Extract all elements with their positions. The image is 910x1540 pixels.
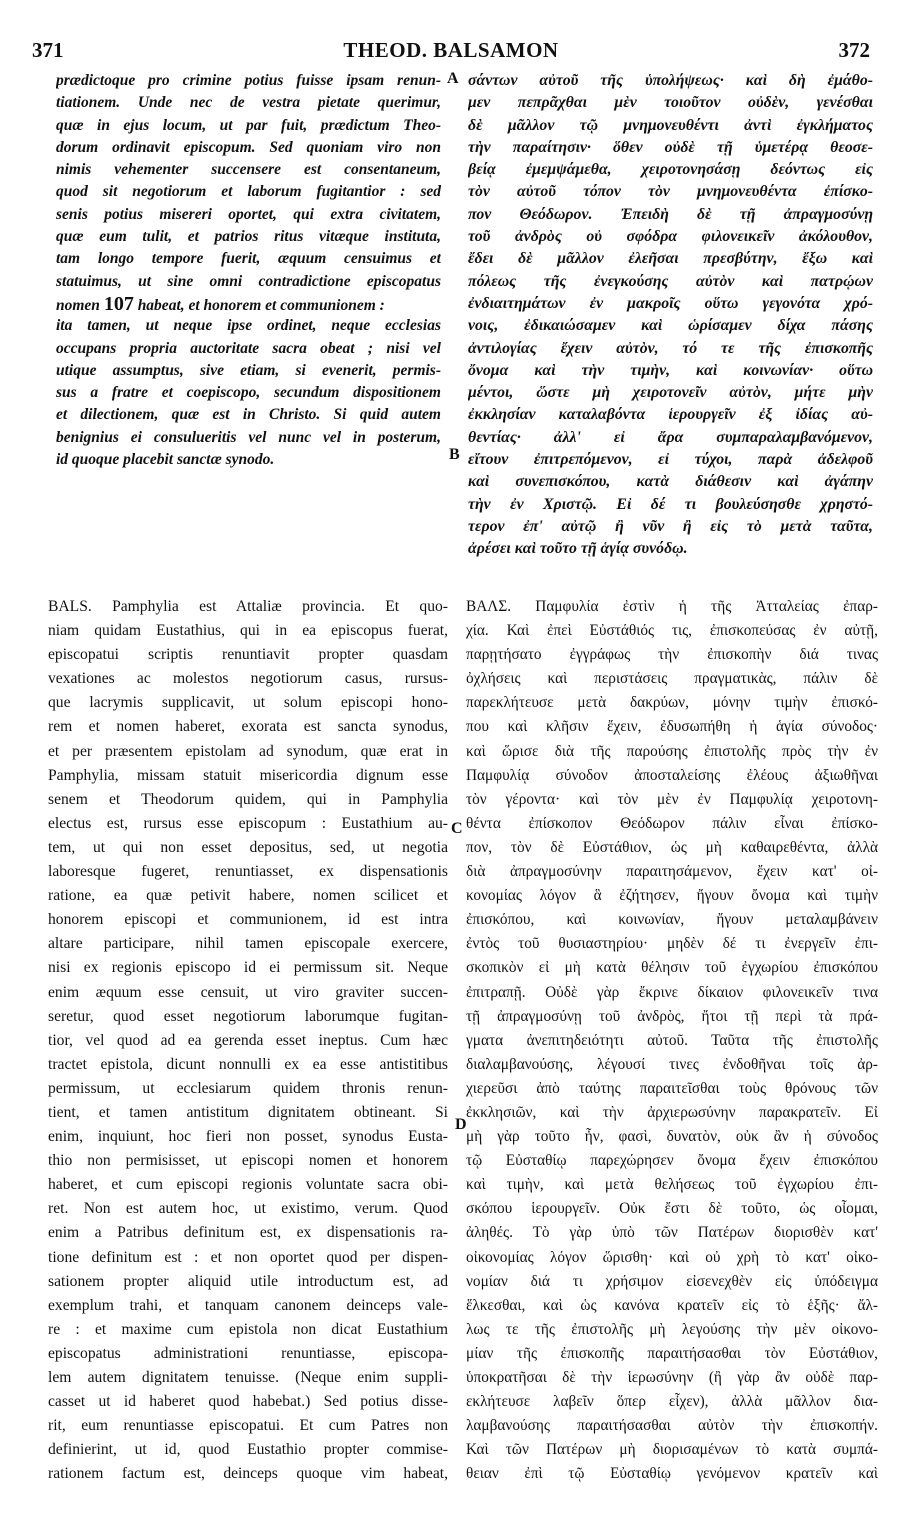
text-line: θεντίας· ἀλλ' εἰ ἄρα συμπαραλαμβανόμενον, — [468, 428, 873, 446]
text-line: Pamphylia, missam statuit misericordia dignum esse — [48, 766, 448, 784]
text-line: dorum ordinavit episcopum. Sed quoniam viro non — [56, 138, 441, 156]
text-line: τοῦ ἀνδρὸς οὐ σφόδρα φιλονεικεῖν ἀκόλουθον, — [468, 228, 873, 246]
text-line: θειαν ἐπὶ τῷ Εὐσταθίῳ γενόμενον κρατεῖν καὶ — [466, 1465, 878, 1483]
text-line: γματα ἀνεπιτηδειότητι αὐτοῦ. Ταῦτα τῆς ἐπιστολῆς — [466, 1031, 878, 1049]
text-line: μίαν τῆς ἐπισκοπῆς παραιτήσασθαι τὸν Εὐστάθιον, — [466, 1344, 878, 1362]
text-line: μὴ γὰρ τοῦτο ἦν, φασὶ, δυνατὸν, οὐκ ἂν ἡ σύνοδος — [466, 1128, 878, 1146]
text-line: σάντων αὐτοῦ τῆς ὑπολήψεως· καὶ δὴ ἐμάθο- — [468, 72, 873, 89]
text-line: ΒΑΛΣ. Παμφυλία ἐστὶν ἡ τῆς Ἀτταλείας ἐπαρ- — [466, 598, 878, 615]
text-line: casset ut id haberet quod habebat.) Sed potius disse- — [48, 1393, 448, 1411]
text-line: ἐκκλησίαν καταλαβόντα ἱερουργεῖν ἐξ ἰδίας αὐ- — [468, 406, 873, 424]
text-line: haberet, et cum episcopi regionis voluntate sacra obi- — [48, 1176, 448, 1194]
text-line: nimis vehementer succensere est consentaneum, — [56, 161, 441, 179]
text-line: thio non permisisset, ut episcopi nomen et honorem — [48, 1152, 448, 1170]
text-line: utique assumptus, sive etiam, si evenerit, permis- — [56, 361, 441, 379]
margin-marker-a: A — [447, 70, 459, 87]
text-line: παρεκλήτευσε μετὰ δακρύων, μόνην τιμὴν ἐπισκό- — [466, 694, 878, 712]
text-line: ita tamen, ut neque ipse ordinet, neque ecclesias — [56, 317, 441, 335]
text-line: tam longo tempore fuerit, æquum censuimus et — [56, 250, 441, 268]
text-line: λαμβανούσης παραιτήσασθαι αὐτὸν τὴν ἐπισκοπήν. — [466, 1417, 878, 1435]
text-line: quæ eum tulit, et patrios ritus vitæque instituta, — [56, 228, 441, 246]
text-line: niam quidam Eustathius, qui in ea episcopus fuerat, — [48, 622, 448, 640]
text-line: que lacrymis supplicavit, ut solum episcopi hono- — [48, 694, 448, 712]
latin-commentary-column — [48, 595, 448, 1486]
margin-marker-b: B — [449, 446, 460, 463]
text-line: τερον ἐπ' αὐτῷ ἢ νῦν ἢ εἰς τὸ μετὰ ταῦτα, — [468, 517, 873, 535]
margin-marker-c: C — [451, 820, 463, 837]
text-line: electus est, rursus esse episcopum : Eustathium au- — [48, 814, 448, 832]
text-line: benignius ei consulueritis vel nunc vel in posterum, — [56, 428, 441, 446]
text-line: tiationem. Unde nec de vestra pietate querimur, — [56, 94, 441, 112]
column-number: 107 — [103, 292, 134, 315]
text-line: λως τε τῆς ἐπιστολῆς μὴ λεγούσης τὴν μὲν οἰκονο- — [466, 1320, 878, 1338]
text-line: quæ in ejus locum, ut par fuit, prædictum Theo- — [56, 116, 441, 134]
text-line: prædictoque pro crimine potius fuisse ipsam renun- — [56, 72, 441, 89]
text-line: vexationes ac molestos negotiorum casus, rursus- — [48, 670, 448, 688]
text-line: ἀντιλογίας ἔχειν αὐτὸν, τό τε τῆς ἐπισκοπῆς — [468, 339, 873, 357]
text-line: definierint, ut id, quod Eustathio propter commise- — [48, 1441, 448, 1459]
text-line: episcopatui scriptis renuntiavit propter quasdam — [48, 646, 448, 664]
text-line: et dilectionem, quæ est in Christo. Si quid autem — [56, 406, 441, 424]
text-line: rem et nomen haberet, exorata est sancta synodus, — [48, 718, 448, 736]
text-line: enim a Patribus definitum est, ex dispensationis ra- — [48, 1224, 448, 1242]
text-line: id quoque placebit sanctæ synodo. — [56, 451, 275, 469]
text-line: σκοπικὸν εἰ μὴ κατὰ θέλησιν τοῦ ἐγχωρίου ἐπισκόπου — [466, 959, 878, 977]
text-line: ὄνομα καὶ τὴν τιμὴν, καὶ κοινωνίαν· οὕτω — [468, 361, 873, 379]
running-title: THEOD. BALSAMON — [343, 38, 559, 62]
page-number-left: 371 — [32, 38, 64, 62]
margin-marker-d: D — [455, 1116, 467, 1133]
text-line: laboresque fugeret, renuntiasset, ex dispensationis — [48, 863, 448, 881]
text-line: seretur, quod esset negotiorum laborumque fugitan- — [48, 1007, 448, 1025]
text-line: ὀχλήσεις καὶ περιστάσεις πραγματικὰς, πάλιν δὲ — [466, 670, 878, 688]
text-line: τὴν παραίτησιν· ὅθεν οὐδὲ τῇ ὑμετέρᾳ θεοσε- — [468, 138, 873, 156]
text-line: ἐνδιαιτημάτων ἐν μακροῖς οὕτω γεγονότα χρό- — [468, 294, 873, 312]
text-line: ἕλκεσθαι, καὶ ὡς κανόνα κρατεῖν εἰς τὸ ἑξῆς· ἄλ- — [466, 1296, 878, 1314]
text-line: sus a fratre et coepiscopo, secundum dispositionem — [56, 384, 441, 402]
text-line: νομίαν διά τι χρήσιμον εἰσενεχθὲν εἰς ὑπόδειγμα — [466, 1272, 878, 1290]
text-line: exemplum trahi, et tanquam canonem deinceps vale- — [48, 1296, 448, 1314]
text-line: που καὶ κλῆσιν ἔχειν, ἐδυσωπήθη ἡ ἁγία σύνοδος· — [466, 718, 878, 736]
greek-commentary-column — [466, 595, 878, 1486]
text-line: sationem propter aliquid utile introductum est, ad — [48, 1272, 448, 1290]
text-line: τὸν γέροντα· καὶ τὸν μὲν ἐν Παμφυλίᾳ χειροτονη- — [466, 790, 878, 808]
text-line: εἴτουν ἐπιτρεπόμενον, εἰ τύχοι, παρὰ ἀδελφοῦ — [468, 451, 873, 469]
page-number-right: 372 — [838, 38, 870, 62]
text-line: πόλεως τῆς ἐνεγκούσης αὐτὸν καὶ πατρῴων — [468, 272, 873, 290]
text-line: διαλαμβανούσης, λέγουσί τινες ἐνδοθῆναι τοῖς ἀρ- — [466, 1055, 878, 1073]
text-fragment: habeat, et honorem et communionem : — [137, 296, 385, 314]
text-line: βείᾳ ἐμεμψάμεθα, χειροτονησάσῃ δεόντως εἰς — [468, 161, 873, 179]
text-line: δὲ μᾶλλον τῷ μνημονευθέντι ἀντὶ ἐγκλήματος — [468, 116, 873, 134]
text-line: μέντοι, ὥστε μὴ χειροτονεῖν αὐτὸν, μήτε μὴν — [468, 384, 873, 402]
text-line: senis potius misereri oportet, qui extra civitatem, — [56, 205, 441, 223]
text-line: altare participare, nihil tamen episcopale exercere, — [48, 935, 448, 953]
text-line: καὶ συνεπισκόπου, κατὰ διάθεσιν καὶ ἀγάπην — [468, 473, 873, 491]
text-line: ἐντὸς τοῦ θυσιαστηρίου· μηδὲν δέ τι ἐνεργεῖν ἐπι- — [466, 935, 878, 953]
text-fragment: nomen — [56, 296, 100, 314]
text-line: χιερεῦσι ἀπὸ ταύτης παραιτεῖσθαι τοὺς θρόνους τῶν — [466, 1079, 878, 1097]
text-line: et per præsentem epistolam ad synodum, quæ erat in — [48, 742, 448, 760]
text-line: statuimus, ut sine omni contradictione episcopatus — [56, 272, 441, 290]
text-line: senem et Theodorum quidem, qui in Pamphylia — [48, 790, 448, 808]
text-line: nisi ex regionis episcopo id ei permissum sit. Neque — [48, 959, 448, 977]
text-line: ἐπιτραπῇ. Οὐδὲ γὰρ ἔκρινε δίκαιον φιλονεικεῖν τινα — [466, 983, 878, 1001]
text-line: μεν πεπρᾶχθαι μὲν τοιοῦτον οὐδὲν, γενέσθαι — [468, 94, 873, 112]
text-line: rit, eum renuntiasse episcopatui. Et cum Patres non — [48, 1417, 448, 1435]
text-line-with-number — [56, 293, 441, 315]
text-line: ratione, ea quæ petivit habere, nomen scilicet et — [48, 887, 448, 905]
text-line: BALS. Pamphylia est Attaliæ provincia. Et quo- — [48, 598, 448, 615]
text-line: permissum, ut ecclesiarum quidem thronis renun- — [48, 1079, 448, 1097]
text-line: θέντα ἐπίσκοπον Θεόδωρον πάλιν εἶναι ἐπίσκο- — [466, 814, 878, 832]
text-line: lem autem dignitatem tenuisse. (Neque enim suppli- — [48, 1369, 448, 1386]
text-line: ἔδει δὲ μᾶλλον ἐλεῆσαι πρεσβύτην, ἔξω καὶ — [468, 250, 873, 268]
text-line: tient, et tamen antistitum dignitatem obtineant. Si — [48, 1103, 448, 1121]
text-line: καὶ ὥρισε διὰ τῆς παρούσης ἐπιστολῆς πρὸς τὴν ἐν — [466, 742, 878, 760]
text-line: εκλήτευσε λαβεῖν ὅπερ εἶχεν), ἀλλὰ μᾶλλον δια- — [466, 1393, 878, 1411]
text-line: tior, vel quod ad ea gerenda esset ineptus. Cum hæc — [48, 1031, 448, 1049]
text-line: episcopatus administrationi renuntiasse, episcopa- — [48, 1344, 448, 1362]
text-line: τὸν αὐτοῦ τόπον τὸν μνημονευθέντα ἐπίσκο- — [468, 183, 873, 201]
text-line: tractet epistola, dicunt nonnulli ex ea esse antistitibus — [48, 1055, 448, 1073]
text-line: ret. Non est autem hoc, ut existimo, verum. Quod — [48, 1200, 448, 1218]
text-line: χία. Καὶ ἐπεὶ Εὐστάθιός τις, ἐπισκοπεύσας ἐν αὐτῇ, — [466, 622, 878, 640]
text-line: τῷ Εὐσταθίῳ παρεχώρησεν ὄνομα ἔχειν ἐπισκόπου — [466, 1152, 878, 1170]
text-line: διὰ ἀπραγμοσύνην παραιτησάμενον, ἔχειν κατ' οἰ- — [466, 863, 878, 881]
text-line: τῇ ἀπραγμοσύνῃ τοῦ ἀνδρὸς, ἤτοι τῇ περὶ τὰ πρά- — [466, 1007, 878, 1025]
text-line: πον, τὸν δὲ Εὐστάθιον, ὡς μὴ καθαιρεθέντα, ἀλλὰ — [466, 838, 878, 856]
text-line: καὶ τιμὴν, καὶ μετὰ θελήσεως τοῦ ἐγχωρίου ἐπι- — [466, 1176, 878, 1194]
text-line: οἰκονομίας λόγον ὥρισθη· καὶ οὐ χρὴ τὸ κατ' οἰκο- — [466, 1248, 878, 1266]
text-line: occupans propria auctoritate sacra obeat ; nisi vel — [56, 339, 441, 357]
running-header — [32, 38, 870, 68]
text-line: Παμφυλίᾳ σύνοδον ἀποσταλείσης ἐλέους ἀξιωθῆναι — [466, 766, 878, 784]
text-line: tem, ut qui non esset depositus, sed, ut negotia — [48, 838, 448, 856]
text-line: ἐκκλησιῶν, καὶ τὴν ἀρχιερωσύνην παρακρατεῖν. Εἰ — [466, 1103, 878, 1121]
text-line: rationem factum est, deinceps quoque vim habeat, — [48, 1465, 448, 1483]
text-line: honorem episcopi et communionem, id est intra — [48, 911, 448, 929]
text-line: enim æquum esse censuit, ut viro graviter succen- — [48, 983, 448, 1001]
text-line: ὑποκρατῆσαι δὲ τὴν ἱερωσύνην (ἢ γὰρ ἂν οὐδὲ παρ- — [466, 1369, 878, 1386]
text-line: enim, inquiunt, hoc fieri non posset, synodus Eusta- — [48, 1128, 448, 1146]
text-line: κονομίας λόγον ἃ ἐζήτησεν, ἤγουν ὄνομα καὶ τιμὴν — [466, 887, 878, 905]
text-line: παρῃτήσατο ἐγγράφως τὴν ἐπισκοπὴν διά τινας — [466, 646, 878, 664]
text-line: ἀληθές. Τὸ γὰρ ὑπὸ τῶν Πατέρων διορισθὲν κατ' — [466, 1224, 878, 1242]
text-line: re : et maxime cum epistola non dicat Eustathium — [48, 1320, 448, 1338]
greek-original-column — [468, 70, 873, 561]
text-line: νοις, ἐδικαιώσαμεν καὶ ὡρίσαμεν δίχα πάσης — [468, 317, 873, 335]
latin-translation-column — [56, 70, 441, 471]
text-line: ἀρέσει καὶ τοῦτο τῇ ἁγίᾳ συνόδῳ. — [468, 540, 688, 558]
text-line: σκόπου ἱερουργεῖν. Οὐκ ἔστι δὲ τοῦτο, ὡς οἶομαι, — [466, 1200, 878, 1218]
text-line: ἐπισκόπου, καὶ κοινωνίαν, ἤγουν μεταλαμβάνειν — [466, 911, 878, 929]
text-line: τὴν ἐν Χριστῷ. Εἰ δέ τι βουλεύσησθε χρηστό- — [468, 495, 873, 513]
text-line: tione definitum est : et non oportet quod per dispen- — [48, 1248, 448, 1266]
text-line: πον Θεόδωρον. Ἐπειδὴ δὲ τῇ ἀπραγμοσύνῃ — [468, 205, 873, 223]
text-line: quod sit negotiorum et laborum fugitantior : sed — [56, 183, 441, 201]
text-line: Καὶ τῶν Πατέρων μὴ διορισαμένων τὸ κατὰ συμπά- — [466, 1441, 878, 1459]
